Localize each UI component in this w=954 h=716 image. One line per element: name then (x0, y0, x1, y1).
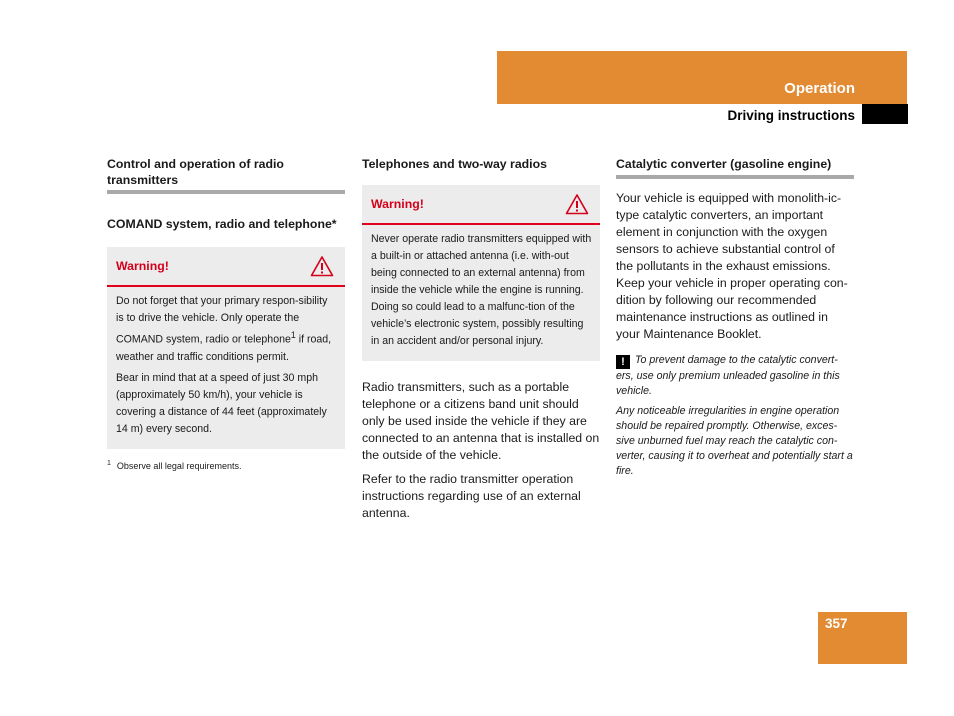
warning-triangle-icon (565, 193, 589, 215)
subsection-title: Driving instructions (727, 108, 855, 123)
column-telephones (362, 156, 600, 522)
warning-header (362, 185, 600, 225)
body-paragraph: Refer to the radio transmitter operation instructions regarding use of an external antenna. (362, 472, 581, 520)
warning-label: Warning! (371, 197, 424, 211)
notice-text: To prevent damage to the catalytic convert-ers, use only premium unleaded gasoline in this vehicle. (616, 354, 840, 397)
warning-box (107, 247, 345, 449)
heading-radio-transmitters: Control and operation of radio transmitters (107, 157, 284, 187)
warning-body (362, 225, 600, 361)
footnote (107, 458, 345, 472)
page-number: 357 (825, 616, 848, 631)
warning-text: Do not forget that your primary respon-sibility is to drive the vehicle. Only operate the COMAND system, radio or telephone (116, 295, 328, 346)
footnote-text: Observe all legal requirements. (116, 460, 242, 471)
warning-body (107, 287, 345, 449)
header-tab-marker (862, 104, 908, 124)
heading-telephones: Telephones and two-way radios (362, 157, 547, 171)
warning-text: if road, weather and traffic conditions permit. (116, 333, 332, 363)
heading-catalytic-converter: Catalytic converter (gasoline engine) (616, 157, 832, 171)
column-catalytic-converter (616, 156, 854, 479)
heading-rule (107, 190, 345, 194)
heading-rule (616, 175, 854, 179)
footnote-ref: 1 (290, 330, 296, 340)
column-radio-transmitters (107, 156, 345, 472)
subheading-comand: COMAND system, radio and telephone* (107, 217, 337, 231)
exclamation-icon: ! (616, 355, 630, 369)
warning-paragraph: Bear in mind that at a speed of just 30 mph (approximately 50 km/h), your vehicle is covering a distance of 44 feet (approximately 14 m) every second. (116, 371, 327, 435)
notice-paragraph (616, 353, 854, 399)
section-title: Operation (784, 80, 855, 97)
footnote-mark: 1 (107, 459, 111, 467)
warning-paragraph (116, 293, 337, 366)
body-paragraph: Your vehicle is equipped with monolith-ic-type catalytic converters, an important element in conjunction with the oxygen sensors to achieve substantial control of the pollutants in the exhaust emissions. Keep your vehicle in proper operating con-dition by following our recommended maintenance instructions as outlined in your Maintenance Booklet. (616, 191, 848, 341)
notice-paragraph: Any noticeable irregularities in engine operation should be repaired promptly. Otherwise, exces-sive unburned fuel may reach the catalytic con-verter, causing it to overheat and potentially start a fire. (616, 405, 853, 477)
warning-paragraph: Never operate radio transmitters equipped with a built-in or attached antenna (i.e. with-out being connected to an external antenna) from inside the vehicle while the engine is running. Doing so could lead to a malfunc-tion of the vehicle’s electronic system, possibly resulting in an accident and/or personal injury. (371, 233, 592, 347)
warning-box (362, 185, 600, 361)
warning-triangle-icon (310, 255, 334, 277)
warning-label: Warning! (116, 259, 169, 273)
body-paragraph: Radio transmitters, such as a portable telephone or a citizens band unit should only be used inside the vehicle if they are connected to an antenna that is installed on the outside of the vehicle. (362, 380, 600, 462)
warning-header (107, 247, 345, 287)
